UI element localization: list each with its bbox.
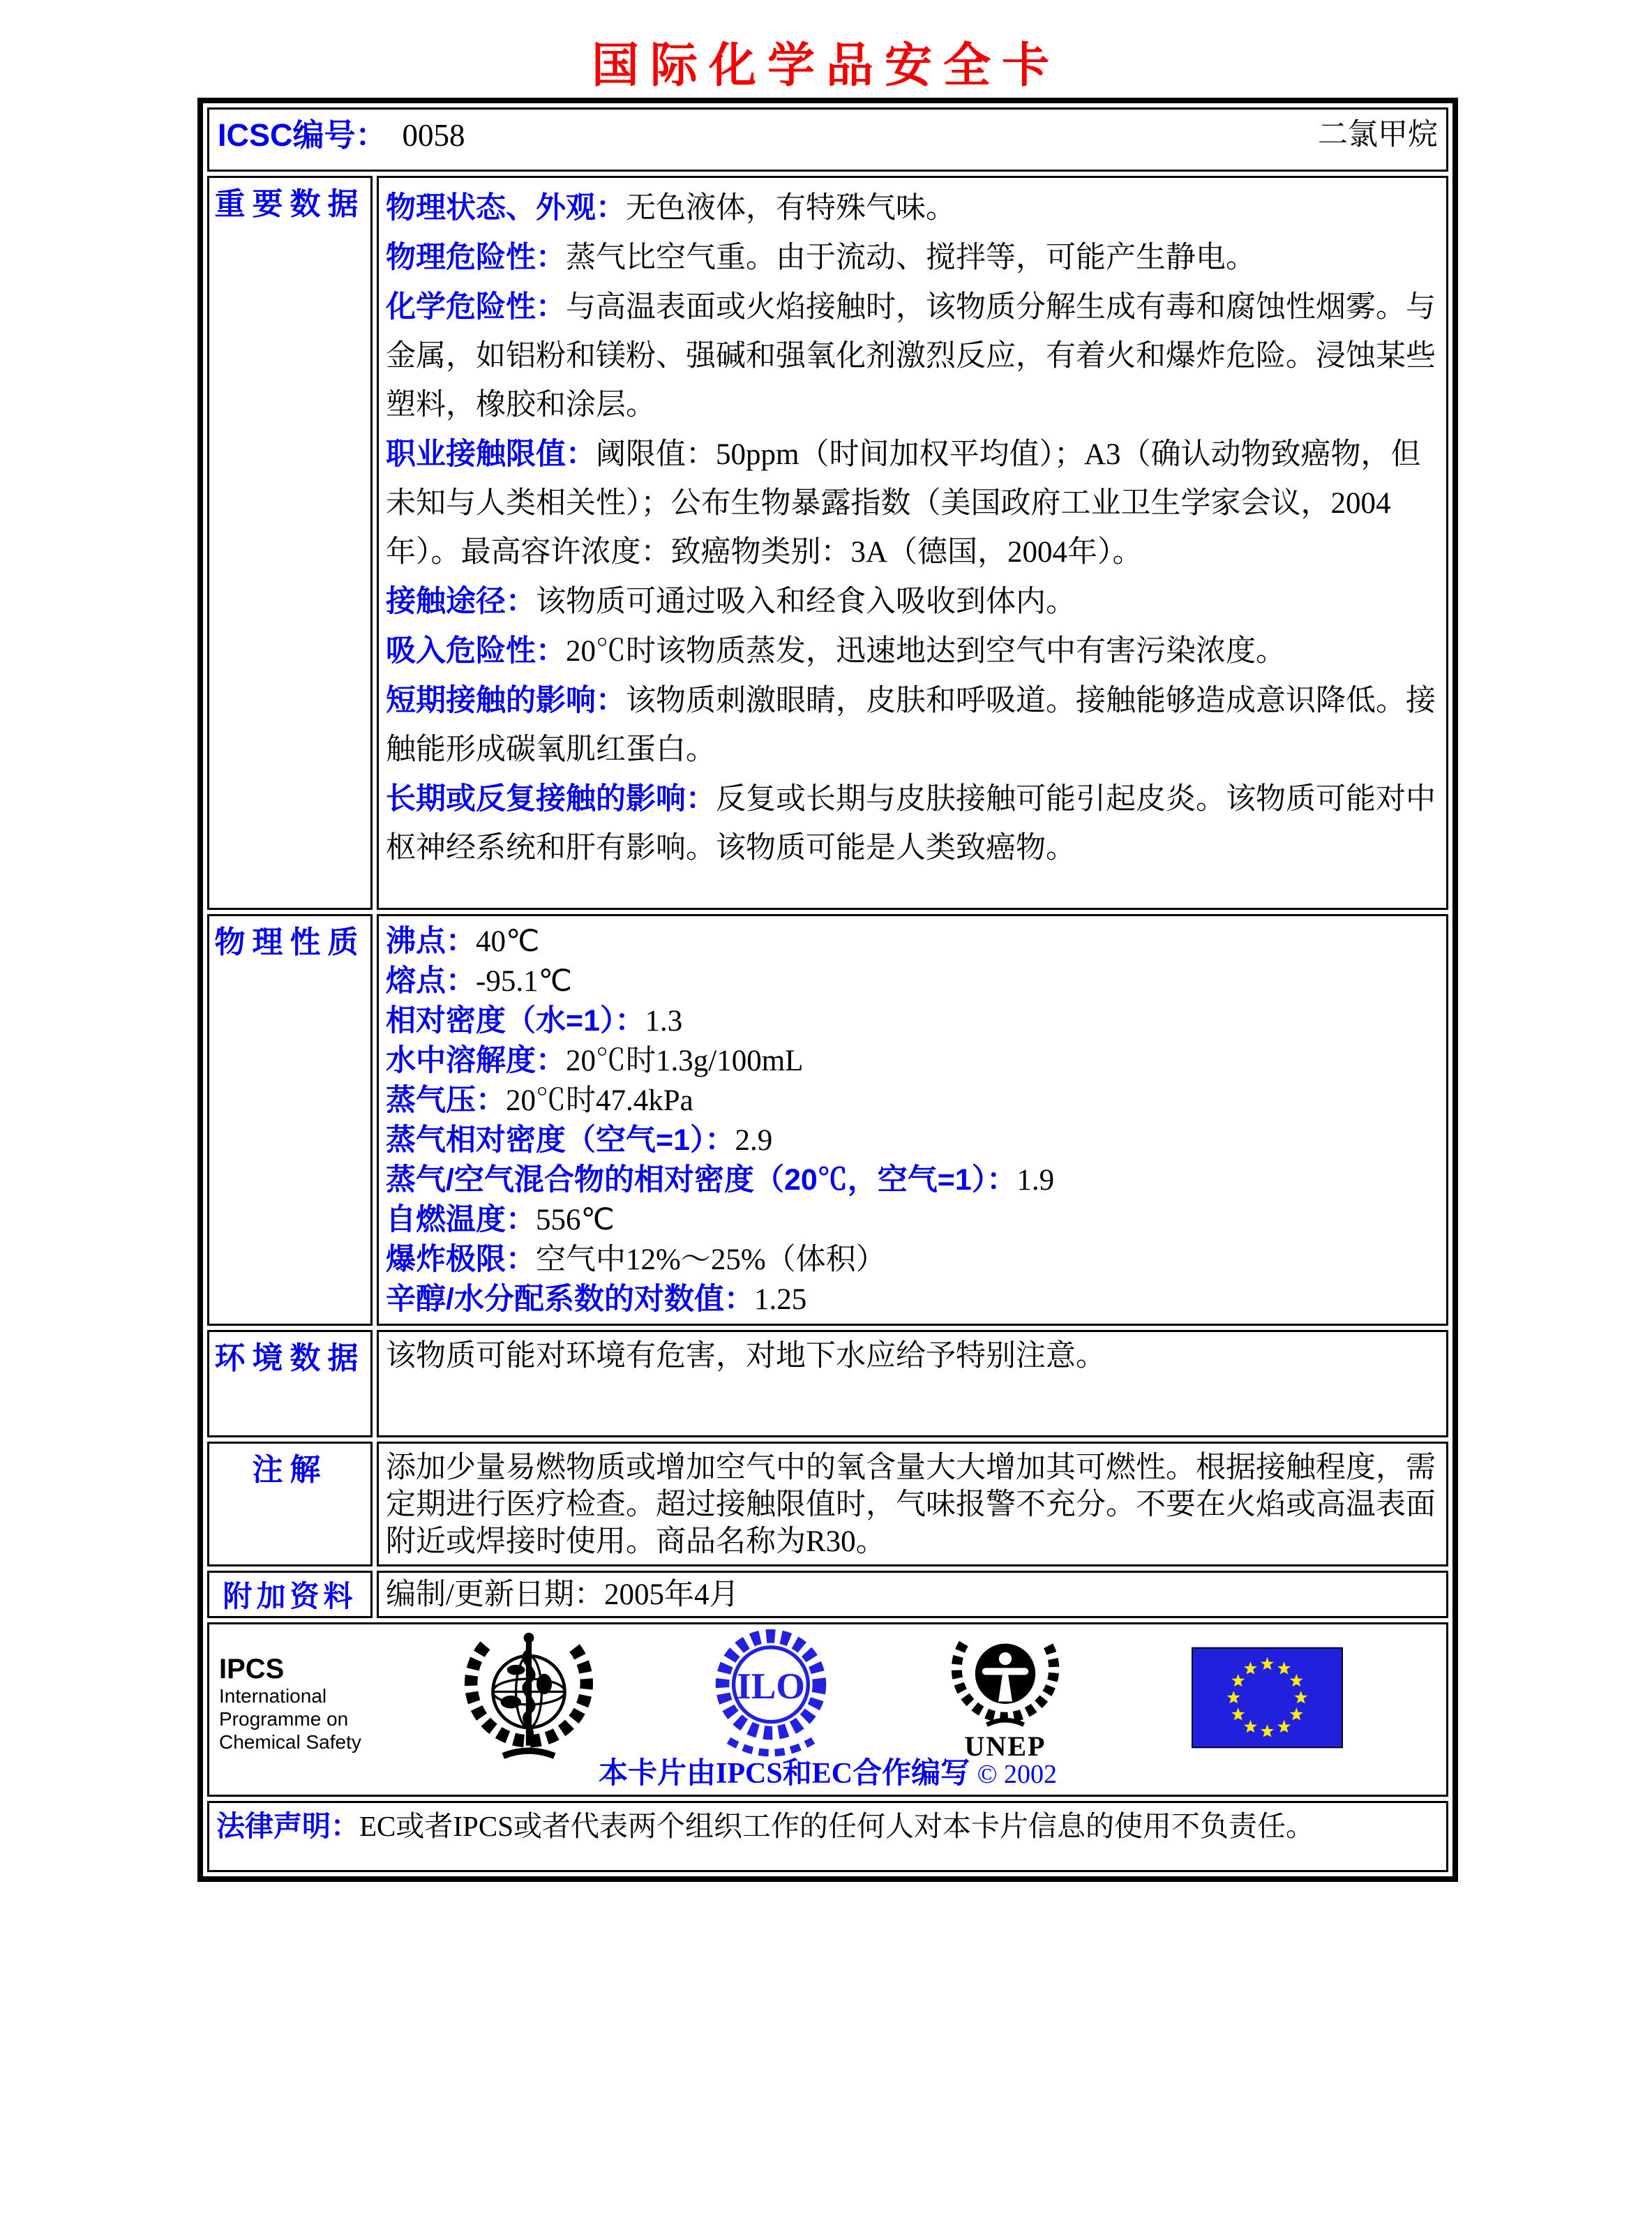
- legal-row: [207, 1801, 1448, 1872]
- data-item: [386, 1200, 1439, 1240]
- credit-year: © 2002: [977, 1760, 1057, 1789]
- ipcs-line-3: Chemical Safety: [219, 1731, 361, 1753]
- credit-org1: IPCS: [716, 1758, 783, 1790]
- item-text: 无色液体，有特殊气味。: [626, 192, 956, 225]
- legal-text: EC或者IPCS或者代表两个组织工作的任何人对本卡片信息的使用不负责任。: [359, 1810, 1314, 1842]
- section-content-notes: [377, 1442, 1448, 1566]
- item-text: 反复或长期与皮肤接触可能引起皮炎。该物质可能对中枢神经系统和肝有影响。该物质可能是人类致癌物。: [386, 783, 1436, 865]
- item-text: 20℃时47.4kPa: [506, 1084, 693, 1117]
- credit-mid: 和: [782, 1758, 812, 1790]
- item-label: 熔点：: [386, 964, 476, 998]
- section-label-additional: 附加资料: [207, 1571, 373, 1618]
- item-label: 物理危险性：: [386, 241, 566, 274]
- section-content-additional: [377, 1571, 1448, 1618]
- item-label: 相对密度（水=1）：: [386, 1004, 645, 1038]
- item-label: 短期接触的影响：: [386, 684, 626, 717]
- data-item: [386, 233, 1439, 283]
- section-label-notes: 注解: [207, 1442, 373, 1566]
- data-item: [386, 627, 1439, 676]
- section-row-notes: [207, 1442, 1448, 1566]
- data-item: [386, 1041, 1439, 1081]
- item-text: 2.9: [735, 1124, 773, 1157]
- ipcs-line-1: International: [219, 1685, 327, 1707]
- credit-suffix: 合作编写: [853, 1758, 970, 1790]
- credit-prefix: 本卡片由: [599, 1758, 716, 1790]
- data-item: [386, 922, 1439, 962]
- data-item: [386, 1081, 1439, 1121]
- item-label: 水中溶解度：: [386, 1044, 566, 1077]
- ilo-logo-icon: [709, 1629, 833, 1765]
- section-content-physical: [377, 914, 1448, 1326]
- item-label: 化学危险性：: [386, 290, 566, 324]
- logos-row: [207, 1622, 1448, 1797]
- ipcs-title: IPCS: [219, 1654, 285, 1684]
- data-item: [386, 1449, 1439, 1560]
- section-label-important: 重要数据: [207, 176, 373, 910]
- data-item: [386, 1001, 1439, 1041]
- item-label: 辛醇/水分配系数的对数值：: [386, 1283, 754, 1316]
- item-label: 吸入危险性：: [386, 634, 566, 668]
- item-label: 长期或反复接触的影响：: [386, 782, 716, 816]
- icsc-number-group: [218, 110, 465, 155]
- logos-cell: [207, 1622, 1448, 1797]
- item-text: 1.3: [645, 1005, 683, 1038]
- data-item: [386, 1280, 1439, 1319]
- credit-org2: EC: [811, 1758, 853, 1790]
- data-item: [386, 184, 1439, 233]
- ilo-letters: ILO: [737, 1664, 805, 1707]
- data-item: [386, 1338, 1439, 1375]
- data-item: [386, 676, 1439, 775]
- credit-line: [209, 1750, 1446, 1792]
- icsc-card: [197, 98, 1458, 1882]
- legal-cell: [207, 1801, 1448, 1872]
- item-label: 沸点：: [386, 925, 476, 958]
- item-label: 自燃温度：: [386, 1203, 536, 1236]
- section-row-important: [207, 176, 1448, 910]
- item-label: 接触途径：: [386, 585, 536, 618]
- item-text: 20℃时1.3g/100mL: [566, 1045, 804, 1077]
- unep-label: UNEP: [964, 1730, 1046, 1762]
- item-label: 蒸气压：: [386, 1084, 506, 1117]
- item-text: 40℃: [476, 925, 540, 958]
- header-cell: [207, 107, 1448, 172]
- data-item: [386, 430, 1439, 577]
- item-text: 阈限值：50ppm（时间加权平均值）；A3（确认动物致癌物，但未知与人类相关性）；公布生物暴露指数（美国政府工业卫生学家会议，2004年）。最高容许浓度：致癌物类别：3A（德国，2004年）。: [386, 438, 1421, 569]
- item-label: 蒸气/空气混合物的相对密度（20℃，空气=1）：: [386, 1163, 1017, 1197]
- item-text: 编制/更新日期：2005年4月: [386, 1578, 739, 1611]
- data-item: [386, 577, 1439, 627]
- section-row-physical: [207, 914, 1448, 1326]
- page-title: 国际化学品安全卡: [591, 39, 1060, 92]
- data-item: [386, 283, 1439, 430]
- item-text: 该物质可能对环境有危害，对地下水应给予特别注意。: [386, 1340, 1106, 1373]
- item-text: 与高温表面或火焰接触时，该物质分解生成有毒和腐蚀性烟雾。与金属，如铝粉和镁粉、强碱和强氧化剂激烈反应，有着火和爆炸危险。浸蚀某些塑料，橡胶和涂层。: [386, 291, 1436, 421]
- data-item: [386, 1121, 1439, 1160]
- section-content-important: [377, 176, 1448, 910]
- data-item: [386, 775, 1439, 873]
- data-item: [386, 1160, 1439, 1200]
- ipcs-line-2: Programme on: [219, 1708, 349, 1730]
- item-text: 该物质刺激眼睛，皮肤和呼吸道。接触能够造成意识降低。接触能形成碳氧肌红蛋白。: [386, 685, 1436, 766]
- icsc-number-value: 0058: [402, 118, 465, 153]
- item-text: 空气中12%～25%（体积）: [536, 1243, 886, 1276]
- item-text: 该物质可通过吸入和经食入吸收到体内。: [536, 585, 1076, 618]
- section-row-environmental: [207, 1330, 1448, 1437]
- section-content-environmental: [377, 1330, 1448, 1437]
- item-text: -95.1℃: [476, 965, 572, 998]
- item-text: 20℃时该物质蒸发，迅速地达到空气中有害污染浓度。: [566, 635, 1286, 668]
- ipcs-text-block: [219, 1654, 361, 1753]
- icsc-table: [203, 103, 1452, 1876]
- eu-flag-icon: [1192, 1647, 1343, 1749]
- section-label-physical: 物理性质: [207, 914, 373, 1326]
- data-item: [386, 962, 1439, 1001]
- unep-logo-icon: [947, 1627, 1063, 1732]
- item-label: 爆炸极限：: [386, 1243, 536, 1276]
- unep-logo-block: [946, 1627, 1065, 1760]
- item-label: 蒸气相对密度（空气=1）：: [386, 1123, 735, 1157]
- chemical-name: 二氯甲烷: [1318, 119, 1438, 151]
- item-label: 职业接触限值：: [386, 438, 596, 471]
- item-text: 1.9: [1016, 1164, 1055, 1197]
- item-text: 蒸气比空气重。由于流动、搅拌等，可能产生静电。: [566, 241, 1256, 274]
- item-label: 物理状态、外观：: [386, 191, 626, 225]
- legal-label: 法律声明：: [216, 1810, 359, 1842]
- section-label-environmental: 环境数据: [207, 1330, 373, 1437]
- header-row: [207, 107, 1448, 172]
- item-text: 1.25: [753, 1283, 807, 1316]
- item-text: 556℃: [536, 1204, 615, 1236]
- icsc-number-label: ICSC编号：: [218, 117, 387, 153]
- data-item: [386, 1240, 1439, 1280]
- who-logo-icon: [465, 1627, 593, 1764]
- data-item: [386, 1578, 1439, 1612]
- section-row-additional: [207, 1571, 1448, 1618]
- item-text: 添加少量易燃物质或增加空气中的氧含量大大增加其可燃性。根据接触程度，需定期进行医疗检查。超过接触限值时，气味报警不充分。不要在火焰或高温表面附近或焊接时使用。商品名称为R30。: [386, 1451, 1436, 1558]
